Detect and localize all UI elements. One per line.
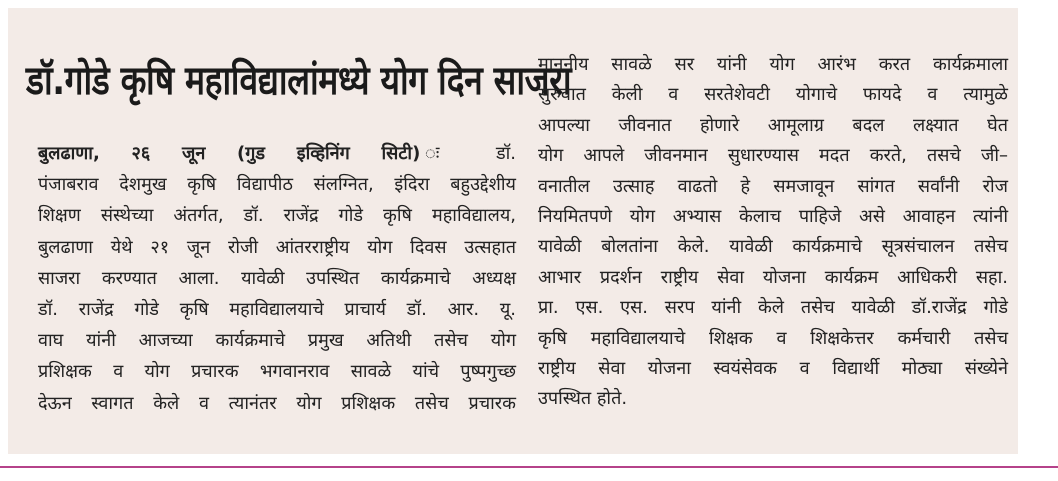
article-text-line: यावेळी बोलतांना केले. यावेळी कार्यक्रमाचे सूत्रसंचालन तसेच [538, 236, 1008, 258]
article-first-line [38, 138, 516, 169]
article-text-line: योग आपले जीवनमान सुधारण्यास मदत करते, तसचे जी– [538, 145, 1008, 167]
article-left-column [38, 138, 516, 419]
article-text-line: नियमितपणे योग अभ्यास केलाच पाहिजे असे आवाहन त्यांनी [538, 205, 1008, 227]
article-text-line: वनातील उत्साह वाढतो हे समजावून सांगत सर्वांनी रोज [538, 175, 1008, 197]
article-dateline: बुलढाणा, २६ जून (गुड इव्हिनिंग सिटी) [38, 143, 421, 164]
article-text-line: सुरुवात केली व सरतेशेवटी योगाचे फायदे व त्यामुळे [538, 84, 1008, 106]
article-last-line: उपस्थित होते. [538, 388, 628, 410]
article-text-line: डॉ. राजेंद्र गोडे कृषि महाविद्यालयाचे प्राचार्य डॉ. आर. यू. [38, 298, 516, 320]
article-text-line: वाघ यांनी आजच्या कार्यक्रमाचे प्रमुख अतिथी तसेच योग [38, 330, 516, 352]
article-text-line: आपल्या जीवनात होणारे आमूलाग्र बदल लक्ष्यात घेत [538, 114, 1008, 136]
article-text-line: पंजाबराव देशमुख कृषि विद्यापीठ संलग्नित, इंदिरा बहुउद्देशीय [38, 174, 516, 196]
article-text-line: आभार प्रदर्शन राष्ट्रीय सेवा योजना कार्यक्रम आधिकरी सहा. [538, 266, 1008, 288]
article-headline: डॉ.गोडे कृषि महाविद्यालांमध्ये योग दिन साजरा [26, 58, 572, 104]
article-right-column [538, 50, 1008, 415]
article-text-line: माननीय सावळे सर यांनी योग आरंभ करत कार्यक्रमाला [538, 54, 1008, 75]
article-text-line: प्रशिक्षक व योग प्रचारक भगवानराव सावळे यांचे पुष्पगुच्छ [38, 361, 516, 383]
article-text-line: देऊन स्वागत केले व त्यानंतर योग प्रशिक्षक तसेच प्रचारक [38, 392, 516, 414]
article-text-line: कृषि महाविद्यालयाचे शिक्षक व शिक्षकेत्तर कर्मचारी तसेच [538, 327, 1008, 349]
article-text-line: शिक्षण संस्थेच्या अंतर्गत, डॉ. राजेंद्र गोडे कृषि महाविद्यालय, [38, 205, 516, 227]
bottom-divider [0, 466, 1058, 468]
newspaper-clipping [8, 8, 1018, 454]
article-text-line: साजरा करण्यात आला. यावेळी उपस्थित कार्यक्रमाचे अध्यक्ष [38, 267, 516, 289]
article-first-line-text: ः डॉ. [420, 143, 516, 164]
article-text-line: बुलढाणा येथे २१ जून रोजी आंतरराष्ट्रीय योग दिवस उत्सहात [38, 236, 516, 258]
article-text-line: राष्ट्रीय सेवा योजना स्वयंसेवक व विद्यार्थी मोठ्या संख्येने [538, 357, 1008, 379]
article-text-line: प्रा. एस. एस. सरप यांनी केले तसेच यावेळी डॉ.राजेंद्र गोडे [538, 297, 1008, 319]
